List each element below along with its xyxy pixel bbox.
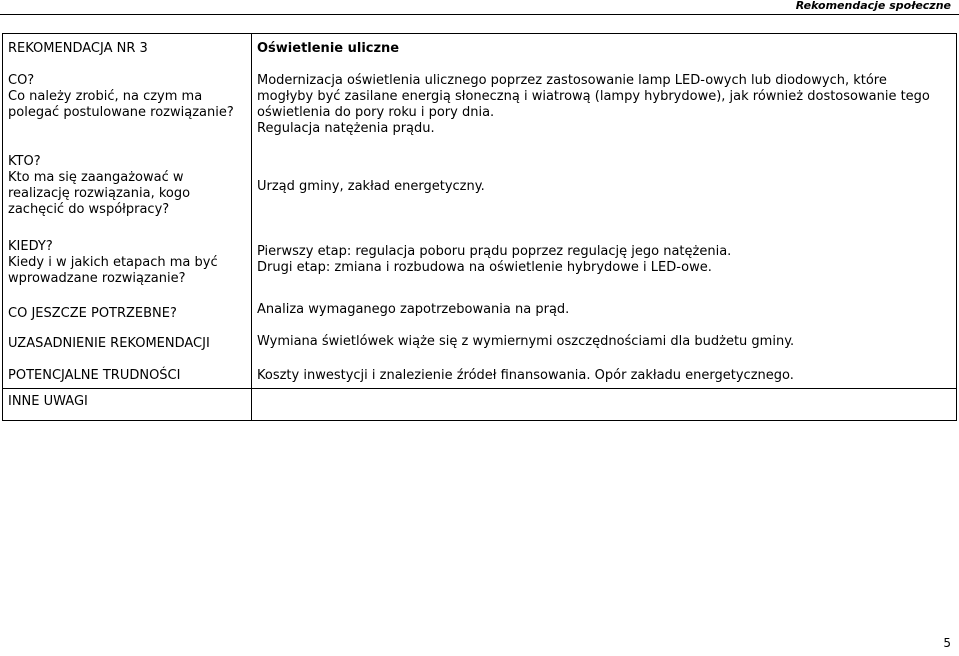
co-jeszcze-label: CO JESZCZE POTRZEBNE? — [8, 306, 177, 321]
table-row-uwagi — [3, 389, 957, 421]
kto-desc-3: zachęcić do współpracy? — [8, 202, 170, 217]
uwagi-label: INNE UWAGI — [8, 394, 88, 409]
page-number: 5 — [943, 636, 951, 650]
rekomendacja-label: REKOMENDACJA NR 3 — [8, 41, 148, 56]
uwagi-content-cell — [252, 389, 957, 421]
trudnosci-content: Koszty inwestycji i znalezienie źródeł finansowania. Opór zakładu energetycznego. — [257, 368, 794, 383]
page-header — [0, 0, 959, 15]
kiedy-desc-2: wprowadzane rozwiązanie? — [8, 271, 186, 286]
co-desc-2: polegać postulowane rozwiązanie? — [8, 105, 234, 120]
kiedy-desc-1: Kiedy i w jakich etapach ma być — [8, 255, 218, 270]
co-jeszcze-content: Analiza wymaganego zapotrzebowania na prąd. — [257, 302, 570, 317]
uwagi-label-cell — [3, 389, 252, 421]
kiedy-content-1: Pierwszy etap: regulacja poboru prądu poprzez regulację jego natężenia. — [257, 244, 732, 259]
kiedy-content-2: Drugi etap: zmiana i rozbudowa na oświetlenie hybrydowe i LED-owe. — [257, 260, 712, 275]
uzasadnienie-content: Wymiana świetlówek wiąże się z wymiernymi oszczędnościami dla budżetu gminy. — [257, 334, 795, 349]
co-content-line-3: oświetlenia do pory roku i pory dnia. — [257, 105, 495, 120]
kto-desc-1: Kto ma się zaangażować w — [8, 170, 184, 185]
co-desc-1: Co należy zrobić, na czym ma — [8, 89, 203, 104]
header-title: Rekomendacje społeczne — [795, 0, 951, 12]
recommendation-table — [2, 33, 957, 421]
co-content-line-4: Regulacja natężenia prądu. — [257, 121, 435, 136]
kto-label: KTO? — [8, 154, 41, 169]
kto-desc-2: realizację rozwiązania, kogo — [8, 186, 191, 201]
left-labels-cell — [3, 34, 252, 389]
kto-content: Urząd gminy, zakład energetyczny. — [257, 179, 485, 194]
kiedy-label: KIEDY? — [8, 239, 53, 254]
trudnosci-label: POTENCJALNE TRUDNOŚCI — [8, 368, 181, 383]
uzasadnienie-label: UZASADNIENIE REKOMENDACJI — [8, 336, 210, 351]
right-content-cell — [252, 34, 957, 389]
co-content-line-1: Modernizacja oświetlenia ulicznego poprzez zastosowanie lamp LED-owych lub diodowych, które — [257, 73, 887, 88]
co-label: CO? — [8, 73, 35, 88]
table-row-main — [3, 34, 957, 389]
recommendation-title: Oświetlenie uliczne — [257, 41, 400, 56]
co-content-line-2: mogłyby być zasilane energią słoneczną i wiatrową (lampy hybrydowe), jak również dostosowanie tego — [257, 89, 930, 104]
